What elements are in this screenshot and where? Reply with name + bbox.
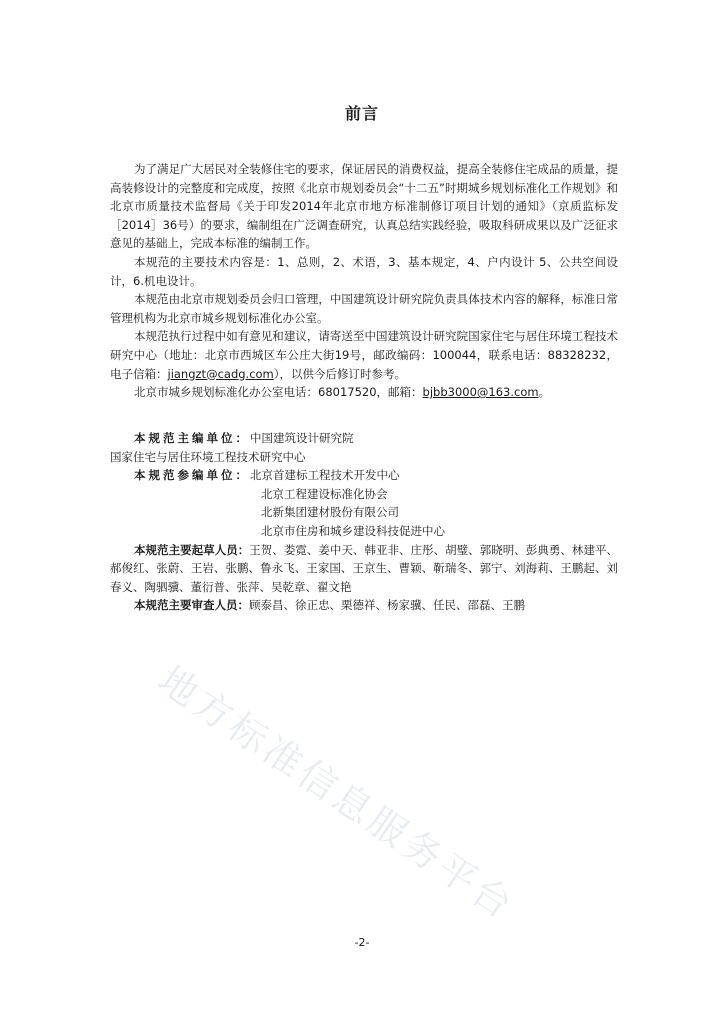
paragraph-contact xyxy=(110,383,618,402)
chief-editor-row xyxy=(110,429,618,448)
chief-editor-label: 本规范主编单位： xyxy=(134,431,250,445)
contact-text-end: 。 xyxy=(538,385,551,400)
preface-body xyxy=(110,160,618,402)
reviewers-names: 顾泰昌、徐正忠、栗德祥、杨家骥、任民、邵磊、王鹏 xyxy=(249,598,525,613)
drafters-label: 本规范主要起草人员： xyxy=(134,542,250,557)
drafters-names: 王贺、娄霓、姜中天、韩亚非、庄彤、胡璧、郭晓明、彭典勇、林建平、郝俊红、张蔚、王岩、张鹏、鲁永飞、王家国、王京生、曹颖、靳瑞冬、郭宁、刘海莉、王鹏起、刘春义、陶驷骥、董衍普、张萍、吴乾章、翟文艳 xyxy=(110,542,619,594)
participating-row xyxy=(110,466,618,485)
paragraph-technical-content: 本规范的主要技术内容是：1、总则，2、术语，3、基本规定，4、户内设计 5、公共空间设计，6.机电设计。 xyxy=(110,254,618,288)
paragraph-purpose: 为了满足广大居民对全装修住宅的要求，保证居民的消费权益，提高全装修住宅成品的质量，提高装修设计的完整度和完成度，按照《北京市规划委员会“十二五”时期城乡规划标准化工作规划》和北京市质量技术监督局《关于印发2014年北京市地方标准制修订项目计划的通知》（京质监标发［2014］36号）的要求，编制组在广泛调查研究，认真总结实践经验，吸取科研成果以及广泛征求意见的基础上，完成本标准的编制工作。 xyxy=(110,162,618,251)
contact-email-link[interactable]: bjbb3000@163.com xyxy=(422,385,539,400)
participating-unit: 北新集团建材股份有限公司 xyxy=(261,505,399,520)
page-title: 前言 xyxy=(344,104,379,123)
drafters-row xyxy=(110,541,618,597)
page-number: -2- xyxy=(354,936,370,949)
chief-editor-unit: 中国建筑设计研究院 xyxy=(250,431,354,445)
chief-editor-unit-2: 国家住宅与居住环境工程技术研究中心 xyxy=(110,449,306,464)
participating-unit: 北京市住房和城乡建设科技促进中心 xyxy=(261,523,445,538)
feedback-text: 本规范执行过程中如有意见和建议，请寄送至中国建筑设计研究院国家住宅与居住环境工程技术研究中心（地址：北京市西城区车公庄大街19号，邮政编码：100044，联系电话：88328232，电子信箱： xyxy=(110,329,618,381)
participating-unit: 北京工程建设标准化协会 xyxy=(261,486,388,501)
paragraph-feedback xyxy=(110,327,618,383)
feedback-email-link[interactable]: jiangzt@cadg.com xyxy=(167,366,274,381)
contact-text: 北京市城乡规划标准化办公室电话：68017520，邮箱： xyxy=(134,385,423,400)
credits-section xyxy=(110,429,618,615)
participating-unit: 北京首建标工程技术开发中心 xyxy=(250,468,400,483)
reviewers-label: 本规范主要审查人员： xyxy=(134,598,249,613)
reviewers-row xyxy=(110,596,618,615)
feedback-text-end: ），以供今后修订时参考。 xyxy=(273,366,407,381)
paragraph-management: 本规范由北京市规划委员会归口管理，中国建筑设计研究院负责具体技术内容的解释，标准日常管理机构为北京市城乡规划标准化办公室。 xyxy=(110,292,618,325)
watermark-text: 地方标准信息服务平台 xyxy=(150,657,524,929)
participating-label: 本规范参编单位： xyxy=(134,468,250,483)
